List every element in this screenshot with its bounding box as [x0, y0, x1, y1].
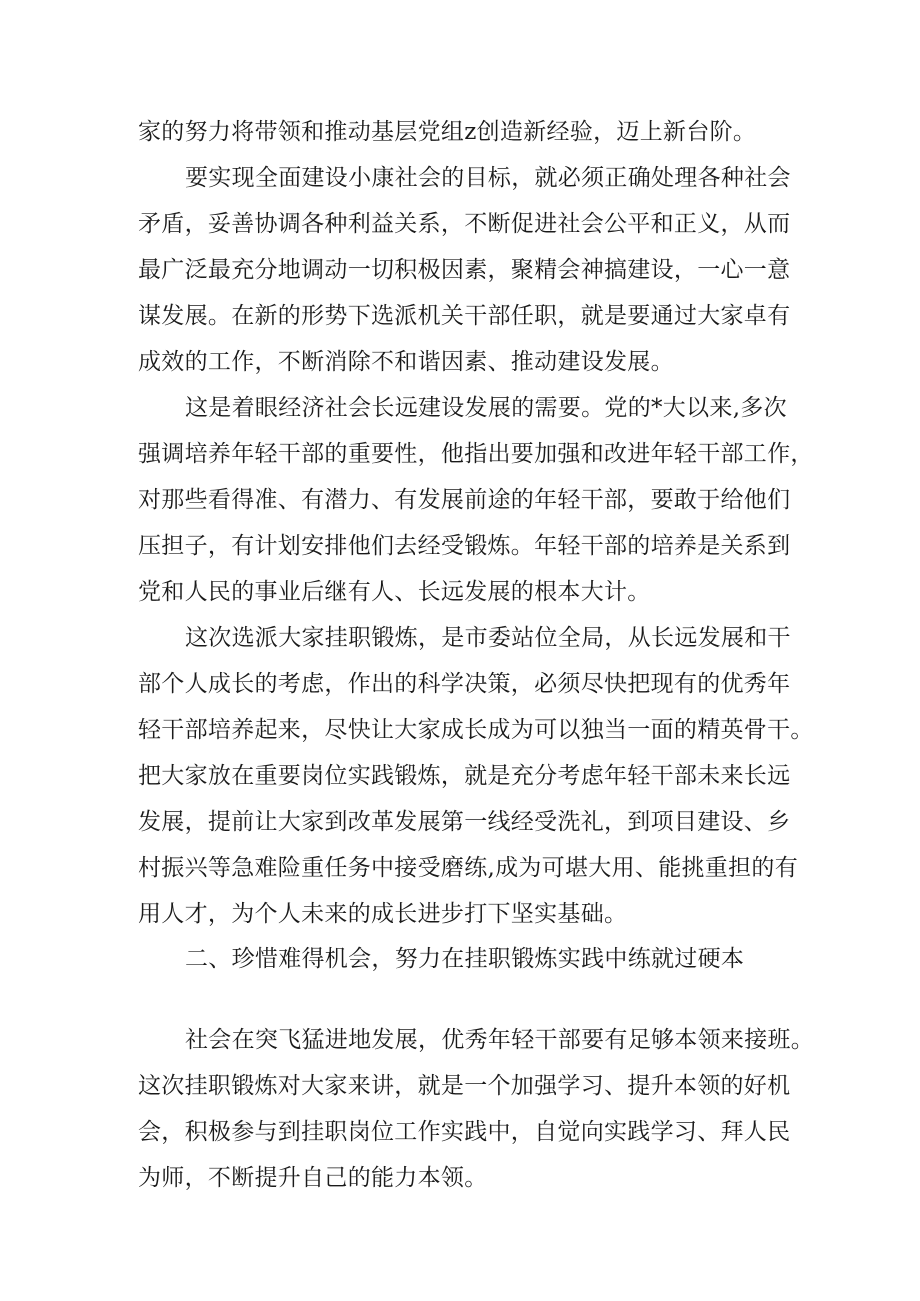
paragraph-line: 这是着眼经济社会长远建设发展的需要。党的*大以来,多次 — [185, 395, 787, 421]
paragraph-line: 成效的工作，不断消除不和谐因素、推动建设发展。 — [138, 349, 674, 375]
paragraph-line: 谋发展。在新的形势下选派机关干部任职，就是要通过大家卓有 — [138, 303, 791, 329]
paragraph-line: 强调培养年轻干部的重要性，他指出要加强和改进年轻干部工作， — [138, 441, 814, 467]
paragraph-line: 轻干部培养起来，尽快让大家成长成为可以独当一面的精英骨干。 — [138, 717, 814, 743]
paragraph-line: 家的努力将带领和推动基层党组z创造新经验，迈上新台阶。 — [138, 119, 757, 145]
paragraph-line: 村振兴等急难险重任务中接受磨练,成为可堪大用、能挑重担的有 — [138, 855, 799, 881]
paragraph-line: 用人才，为个人未来的成长进步打下坚实基础。 — [138, 901, 628, 927]
paragraph-line: 部个人成长的考虑，作出的科学决策，必须尽快把现有的优秀年 — [138, 671, 791, 697]
paragraph-line: 最广泛最充分地调动一切积极因素，聚精会神搞建设，一心一意 — [138, 257, 791, 283]
paragraph-line: 为师，不断提升自己的能力本领。 — [138, 1165, 488, 1191]
paragraph-line: 发展，提前让大家到改革发展第一线经受洗礼，到项目建设、乡 — [138, 809, 791, 835]
paragraph-line: 会，积极参与到挂职岗位工作实践中，自觉向实践学习、拜人民 — [138, 1119, 791, 1145]
paragraph-line: 社会在突飞猛进地发展，优秀年轻干部要有足够本领来接班。 — [185, 1027, 815, 1053]
paragraph-line: 把大家放在重要岗位实践锻炼，就是充分考虑年轻干部未来长远 — [138, 763, 791, 789]
paragraph-line: 党和人民的事业后继有人、长远发展的根本大计。 — [138, 579, 651, 605]
section-heading: 二、珍惜难得机会，努力在挂职锻炼实践中练就过硬本 — [185, 946, 745, 972]
paragraph-line: 这次挂职锻炼对大家来讲，就是一个加强学习、提升本领的好机 — [138, 1073, 791, 1099]
paragraph-line: 要实现全面建设小康社会的目标，就必须正确处理各种社会 — [185, 165, 791, 191]
paragraph-line: 压担子，有计划安排他们去经受锻炼。年轻干部的培养是关系到 — [138, 533, 791, 559]
paragraph-line: 这次选派大家挂职锻炼，是市委站位全局，从长远发展和干 — [185, 625, 791, 651]
paragraph-line: 对那些看得准、有潜力、有发展前途的年轻干部，要敢于给他们 — [138, 487, 791, 513]
paragraph-line: 矛盾，妥善协调各种利益关系，不断促进社会公平和正义，从而 — [138, 211, 791, 237]
